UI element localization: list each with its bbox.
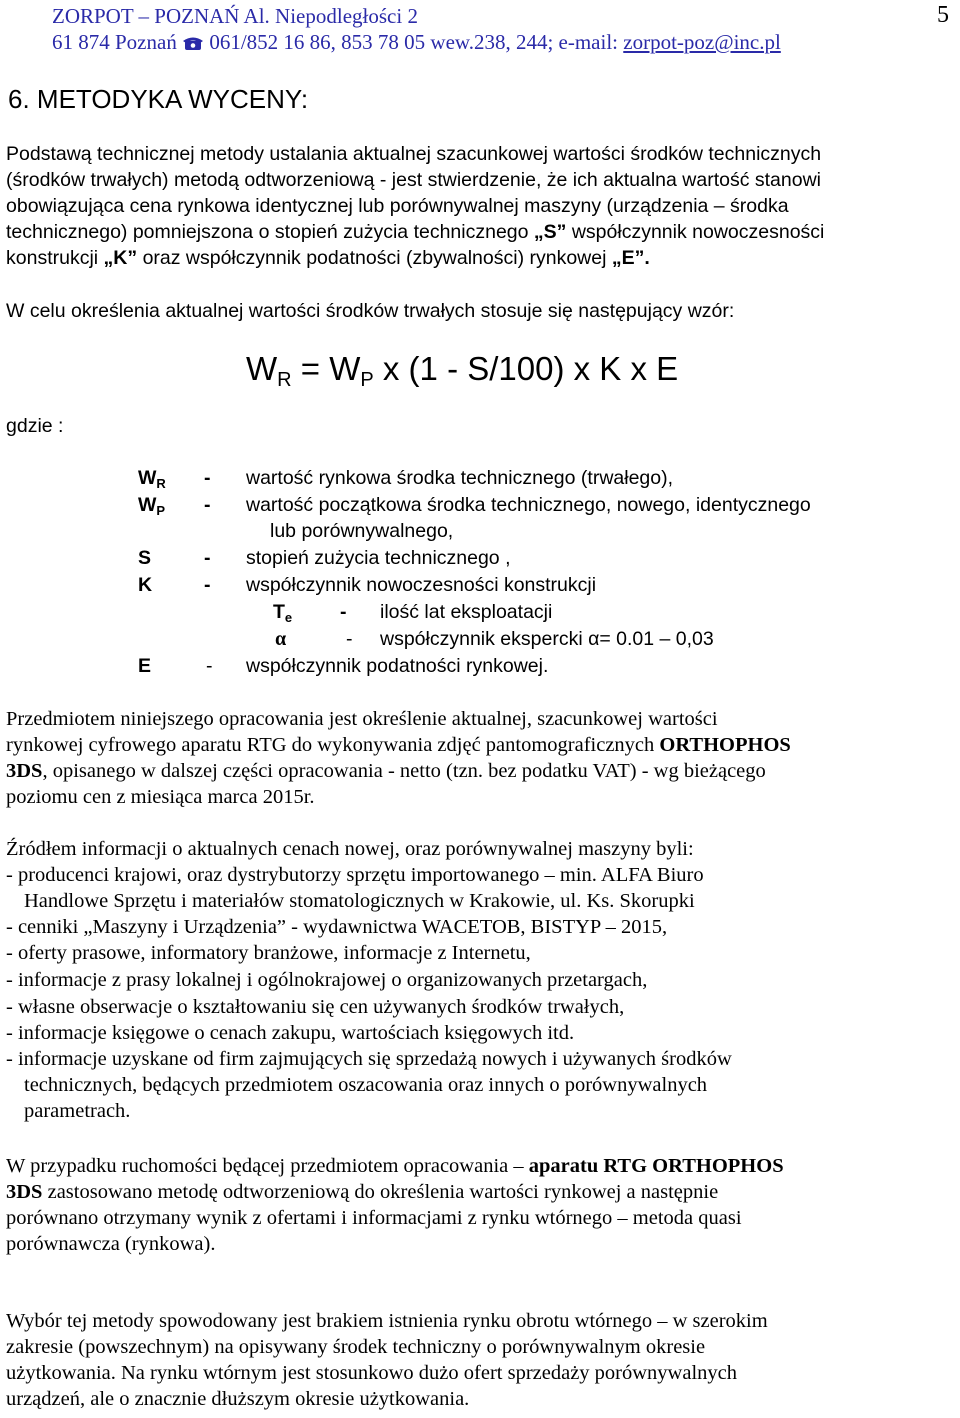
formula-w: W bbox=[329, 350, 361, 387]
legend-dash: - bbox=[204, 467, 211, 489]
formula-sub-r: R bbox=[277, 369, 292, 391]
legend-te-text: ilość lat eksploatacji bbox=[380, 601, 553, 623]
list-item: - cenniki „Maszyny i Urządzenia” - wydawnictwa WACETOB, BISTYP – 2015, bbox=[6, 916, 668, 938]
method-line: porównawcza (rynkowa). bbox=[6, 1233, 216, 1255]
subject-line: Przedmiotem niniejszego opracowania jest określenie aktualnej, szacunkowej wartości bbox=[6, 708, 718, 730]
sources-heading: Źródłem informacji o aktualnych cenach nowej, oraz porównywalnej maszyny byli: bbox=[6, 838, 694, 860]
subject-line bbox=[6, 732, 791, 758]
header-phone: 061/852 16 86, 853 78 05 wew.238, 244; e-mail: bbox=[209, 30, 624, 54]
legend-dash: - bbox=[206, 655, 213, 677]
email-link[interactable]: zorpot-poz@inc.pl bbox=[623, 30, 781, 54]
method-line: porównano otrzymany wynik z ofertami i informacjami z rynku wtórnego – metoda quasi bbox=[6, 1207, 742, 1229]
legend-symbol: W bbox=[138, 494, 157, 516]
legend-te-symbol bbox=[273, 601, 292, 625]
header-city: 61 874 Poznań bbox=[52, 30, 177, 54]
method-text: W przypadku ruchomości będącej przedmiotem opracowania – bbox=[6, 1155, 529, 1177]
intro-text: technicznego) pomniejszona o stopień zużycia technicznego bbox=[6, 221, 529, 243]
choice-line: zakresie (powszechnym) na opisywany środek techniczny o porównywalnym okresie bbox=[6, 1336, 706, 1358]
formula-eq: = bbox=[291, 350, 330, 387]
choice-line: Wybór tej metody spowodowany jest brakiem istnienia rynku obrotu wtórnego – w szerokim bbox=[6, 1310, 768, 1332]
subject-text: rynkowej cyfrowego aparatu RTG do wykonywania zdjęć pantomograficznych bbox=[6, 734, 660, 756]
legend-e-text: współczynnik podatności rynkowej. bbox=[246, 655, 549, 677]
list-item: - informacje z prasy lokalnej i ogólnokrajowej o organizowanych przetargach, bbox=[6, 969, 648, 991]
legend-e-symbol: E bbox=[138, 655, 152, 677]
where-label: gdzie : bbox=[6, 415, 64, 437]
intro-text: oraz współczynnik podatności (zbywalności) rynkowej bbox=[142, 247, 607, 269]
subject-line bbox=[6, 758, 766, 784]
formula-w: W bbox=[246, 350, 278, 387]
legend-text: współczynnik ekspercki bbox=[380, 628, 589, 650]
legend-symbol: T bbox=[273, 601, 285, 623]
legend-subscript: e bbox=[284, 610, 293, 625]
legend-dash: - bbox=[204, 574, 211, 596]
legend-symbol: W bbox=[138, 467, 157, 489]
list-item-cont: parametrach. bbox=[24, 1100, 131, 1122]
list-item: - producenci krajowi, oraz dystrybutorzy sprzętu importowanego – min. ALFA Biuro bbox=[6, 864, 704, 886]
legend-dash: - bbox=[204, 547, 211, 569]
intro-line: Podstawą technicznej metody ustalania aktualnej szacunkowej wartości środków technicznych bbox=[6, 143, 822, 165]
legend-wp-text: wartość początkowa środka technicznego, nowego, identycznego bbox=[246, 494, 811, 516]
method-text: zastosowano metodę odtworzeniową do określenia wartości rynkowej a następnie bbox=[42, 1181, 719, 1203]
device-name: ORTHOPHOS bbox=[659, 734, 791, 756]
legend-s-text: stopień zużycia technicznego , bbox=[246, 547, 511, 569]
legend-s-symbol: S bbox=[138, 547, 152, 569]
symbol-s: „S” bbox=[533, 221, 567, 243]
header-contact bbox=[52, 30, 781, 54]
list-item-cont: technicznych, będących przedmiotem oszacowania oraz innych o porównywalnych bbox=[24, 1074, 708, 1096]
intro-text: współczynnik nowoczesności bbox=[571, 221, 825, 243]
legend-k-symbol: K bbox=[138, 574, 153, 596]
intro-line: (środków trwałych) metodą odtworzeniową - jest stwierdzenie, że ich aktualna wartość stanowi bbox=[6, 169, 822, 191]
formula-rest: x (1 - S/100) x K x E bbox=[373, 350, 679, 387]
list-item: - oferty prasowe, informatory branżowe, informacje z Internetu, bbox=[6, 942, 531, 964]
choice-line: urządzeń, ale o znacznie dłuższym okresie użytkowania. bbox=[6, 1388, 470, 1410]
subject-line: poziomu cen z miesiąca marca 2015r. bbox=[6, 786, 315, 808]
legend-subscript: P bbox=[156, 503, 166, 518]
telephone-icon bbox=[182, 30, 209, 54]
symbol-e: „E”. bbox=[611, 247, 650, 269]
method-line bbox=[6, 1179, 718, 1205]
legend-wp-symbol bbox=[138, 494, 165, 518]
formula-sub-p: P bbox=[360, 369, 374, 391]
choice-line: użytkowania. Na rynku wtórnym jest stosunkowo dużo ofert sprzedaży porównywalnych bbox=[6, 1362, 737, 1384]
header-address: ZORPOT – POZNAŃ Al. Niepodległości 2 bbox=[52, 4, 418, 28]
device-name: 3DS bbox=[6, 1181, 43, 1203]
intro-line bbox=[6, 219, 824, 245]
legend-alpha-text bbox=[380, 628, 714, 651]
list-item: - własne obserwacje o kształtowaniu się cen używanych środków trwałych, bbox=[6, 996, 625, 1018]
legend-dash: - bbox=[204, 494, 211, 516]
intro-line: obowiązująca cena rynkowa identycznej lub porównywalnej maszyny (urządzenia – środka bbox=[6, 195, 789, 217]
legend-alpha-symbol: α bbox=[275, 628, 287, 650]
device-name: aparatu RTG ORTHOPHOS bbox=[528, 1155, 784, 1177]
formula bbox=[246, 350, 678, 392]
list-item: - informacje uzyskane od firm zajmujących się sprzedażą nowych i używanych środków bbox=[6, 1048, 732, 1070]
subject-text: , opisanego w dalszej części opracowania - netto (tzn. bez podatku VAT) - wg bieżącego bbox=[42, 760, 766, 782]
legend-wp-text-cont: lub porównywalnego, bbox=[270, 520, 454, 542]
legend-k-text: współczynnik nowoczesności konstrukcji bbox=[246, 574, 597, 596]
page-number: 5 bbox=[937, 2, 949, 28]
formula-intro: W celu określenia aktualnej wartości środków trwałych stosuje się następujący wzór: bbox=[6, 300, 735, 322]
list-item: - informacje księgowe o cenach zakupu, wartościach księgowych itd. bbox=[6, 1022, 575, 1044]
symbol-k: „K” bbox=[103, 247, 138, 269]
legend-wr-symbol bbox=[138, 467, 166, 491]
list-item-cont: Handlowe Sprzętu i materiałów stomatologicznych w Krakowie, ul. Ks. Skorupki bbox=[24, 890, 695, 912]
intro-line bbox=[6, 245, 650, 271]
legend-dash: - bbox=[340, 601, 347, 623]
legend-dash: - bbox=[346, 628, 353, 650]
method-line bbox=[6, 1153, 784, 1179]
legend-alpha-value: α= 0.01 – 0,03 bbox=[588, 628, 714, 650]
legend-wr-text: wartość rynkowa środka technicznego (trwałego), bbox=[246, 467, 674, 489]
intro-text: konstrukcji bbox=[6, 247, 99, 269]
device-name: 3DS bbox=[6, 760, 43, 782]
legend-subscript: R bbox=[156, 476, 166, 491]
section-title: 6. METODYKA WYCENY: bbox=[8, 84, 309, 114]
